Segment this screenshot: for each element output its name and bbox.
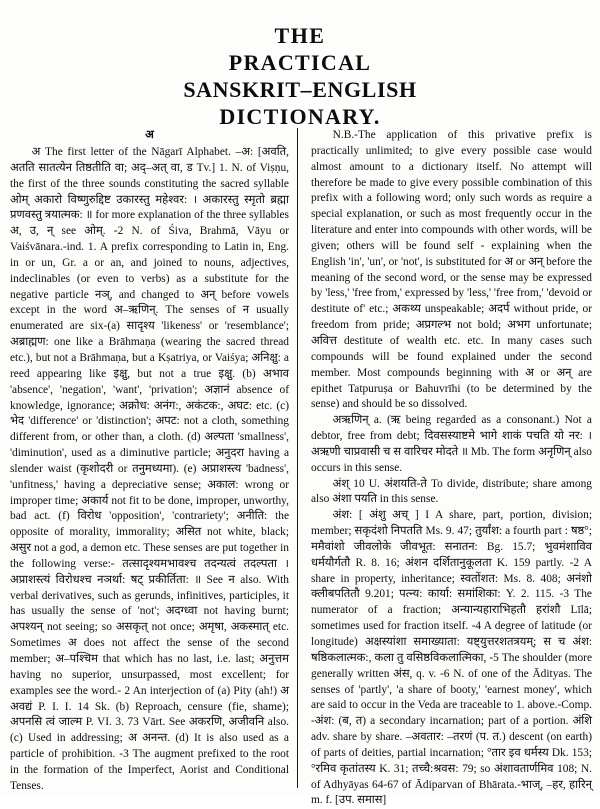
section-letter-heading: अ bbox=[145, 129, 154, 141]
title-line-1: THE bbox=[274, 23, 326, 48]
two-column-body bbox=[0, 128, 600, 807]
entry-paragraph: अ The first letter of the Nāgarī Alphabet. –अ: [अवति, अतति सातत्येन तिष्ठतीति वा; अद्–अत् वा, ड Tv.] 1. N. of Viṣṇu, the first of the three sounds constituting the sacred syllable ओम् अकारो विष्णुरुद्दिष्ट उकारस्तु महेश्वर: । अकारस्तु स्मृतो ब्रह्मा प्रणवस्तु त्रयात्मक: ॥ for more explanation of the three syllables अ, उ, न् see ओम्. -2 N. of Śiva, Brahmā, Vāyu or Vaiśvānara.-ind. 1. A prefix corresponding to Latin in, Eng. in or un, Gr. a or an, and joined to nouns, adjectives, indeclinables (or even to verbs) as a substitute for the negative particle नञ्, and changed to अन् before vowels except in the word अ–ऋणिन्. The senses of न usually enumerated are six-(a) सादृश्य 'likeness' or 'resemblance'; अब्राह्मण: one like a Brāhmaṇa (wearing the sacred thread etc.), but not a Brāhmaṇa, but a Kṣatriya, or Vaiśya; अनिक्षु: a reed appearing like इक्षु, but not a true इक्षु. (b) अभाव 'absence', 'negation', 'want', 'privation'; अज्ञानं absence of knowledge, ignorance; अक्रोध: अनंग:, अकंटक:, अघट: etc. (c) भेद 'difference' or 'distinction'; अपट: not a cloth, something different from, or other than, a cloth. (d) अल्पता 'smallness', 'diminution', used as a diminutive particle; अनुदरा having a slender waist (कृशोदरी or तनुमध्यमा). (e) अप्राशस्त्य 'badness', 'unfitness,' having a depreciative sense; अकाल: wrong or improper time; अकार्य not fit to be done, improper, unworthy, bad act. (f) विरोध 'opposition', 'contrariety'; अनीति: the opposite of morality, immorality; असित not white, black; असुर not a god, a demon etc. These senses are put together in the following verse:- तत्सादृश्यमभावश्च तदन्यत्वं तदल्पता । अप्राशस्त्यं विरोधश्च नञर्था: षट् प्रकीर्तिता: ॥ See न also. With verbal derivatives, such as gerunds, infinitives, participles, it has usually the sense of 'not'; अदग्ध्वा not having burnt; अपश्यन् not seeing; so असकृत् not once; अमृषा, अकस्मात् etc. Sometimes अ does not affect the sense of the second member; अ–पश्चिम that which has no last, i.e. last; अनुत्तम having no superior, unsurpassed, most excellent; for examples see the word.- 2 An interjection of (a) Pity (ah!) अ अवद्यं P. I. I. 14 Sk. (b) Reproach, censure (fie, shame); अपनसि त्वं जाल्म P. VI. 3. 73 Vārt. See अकरणि, अजीवनि also. (c) Used in addressing; अ अनन्त. (d) It is also used as a particle of prohibition. -3 The augment prefixed to the root in the formation of the Imperfect, Aorist and Conditional Tenses. bbox=[10, 146, 289, 792]
entry-paragraph-nb: N.B.-The application of this privative prefix is practically unlimited; to give every possible case would almost amount to a dictionary itself. No attempt will therefore be made to give every possible combination of this prefix with a following word; only such words as require a special explanation, or such as most frequently occur in the literature and enter into compounds with other words, will be given; others will be found self - explaining when the English 'in', 'un', or 'not', is substituted for अ or अन् before the meaning of the second word, or the sense may be expressed by 'less,' 'free from,' expressed by 'less,' 'free from,' 'devoid or destitute of' etc.; अकथ्य unspeakable; अदर्प without pride, or freedom from pride; अप्रगल्भ not bold; अभग unfortunate; अवित्त destitute of wealth etc. etc. In many cases such compounds will be found explained under the second member. Most compounds beginning with अ or अन् are epithet Tatpuruṣa or Bahuvrīhi (to be determined by the sense) and should be so dissolved. bbox=[311, 129, 592, 411]
page-title bbox=[0, 0, 600, 130]
column-right bbox=[297, 128, 600, 807]
title-line-4: DICTIONARY. bbox=[219, 104, 381, 129]
entry-paragraph-arnin: अऋणिन् a. (ऋ being regarded as a consonant.) Not a debtor, free from debt; दिवसस्याष्टमे भागे शाकं पचति यो नर: । अऋणी चाप्रवासी च स वारिचर मोदते ॥ Mb. The form अनृणिन् also occurs in this sense. bbox=[311, 414, 592, 474]
title-line-2: PRACTICAL bbox=[228, 50, 372, 75]
column-left bbox=[0, 128, 297, 792]
entry-paragraph-amsh-root: अंश् 10 U. अंशयति-ते To divide, distribute; share among also अंशा पयति in this sense. bbox=[311, 477, 592, 506]
title-line-3: SANSKRIT–ENGLISH bbox=[183, 77, 417, 102]
entry-paragraph-amsha: अंश: [ अंशु अच् ] I A share, part, portion, division; member; सकृदंशो निपतति Ms. 9. 47; तुर्यांश: a fourth part : षष्ठ°; ममैवांशो जीवलोके जीवभूत: सनातन: Bg. 15.7; भुवमंशाविव धर्मयौर्गतौ R. 8. 16; अंशन दर्शितानुकूलता K. 159 partly. -2 A share in property, inheritance; स्वतोंशत: Ms. 8. 408; अनंशो क्लीबपतितौ 9.201; पत्न्य: कार्या: समांशिका: Y. 2. 115. -3 The numerator of a fraction; अन्यान्यहाराभिहतौ हरांशौ Līlā; sometimes used for fraction itself. -4 A degree of latitude (or longitude) अक्षस्यांशा समाख्याता: यष्ट्युत्तरशतत्रयम्; स च अंश: षष्ठिकलात्मक:, कला तु वसिष्ठविकलात्मिका, -5 The shoulder (more generally written अंस, q. v. -6 N. of one of the Ādityas. The senses of 'partly', 'a share of booty,' 'earnest money', which are said to occur in the Veda are traceable to 1. above.-Comp. -अंश: (ब, त) a secondary incarnation; part of a portion. अंशि adv. share by share. –अवतार: –तरणं (प. त.) descent (on earth) of parts of deities, partial incarnation; °तार इव धर्मस्य Dk. 153; °रमिव कृतांतस्य K. 31; तच्चै:श्रवस: 79; so अंशावतार्णमिव 108; N. of Adhyāyas 64-67 of Ādiparvan of Bhārata.-भाज्, –हर, हारिन् m. f. [उप. समास] bbox=[311, 509, 592, 807]
